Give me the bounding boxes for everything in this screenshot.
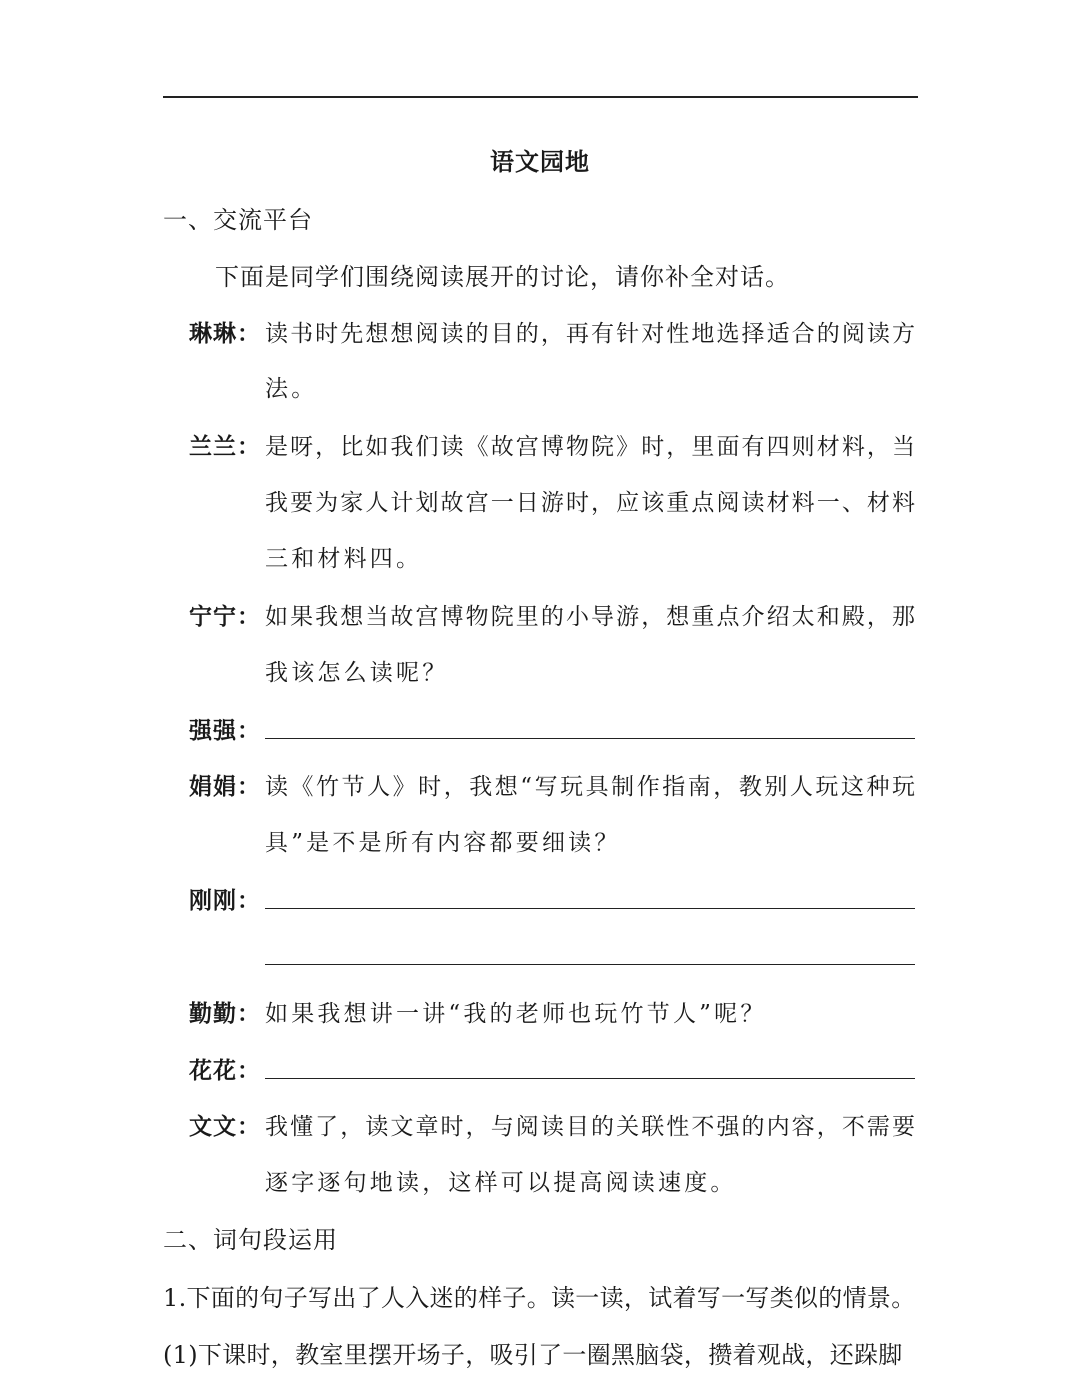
dialog-lanlan-cont2 (0, 540, 1080, 580)
speaker-name: 宁宁： (189, 604, 261, 630)
dialog-text: 具”是不是所有内容都要细读？ (265, 830, 621, 856)
answer-blank-ganggang-1[interactable] (265, 908, 915, 909)
dialog-juanjuan (0, 768, 1080, 808)
answer-blank-ganggang-2[interactable] (265, 964, 915, 965)
speaker-name: 娟娟： (189, 774, 261, 800)
dialog-linlin-cont (0, 370, 1080, 410)
top-rule (163, 96, 918, 98)
dialog-text: 读书时先想想阅读的目的，再有针对性地选择适合的阅读方 (265, 321, 915, 347)
dialog-text: 三和材料四。 (265, 546, 423, 572)
dialog-text: 逐字逐句地读，这样可以提高阅读速度。 (265, 1170, 737, 1196)
question-1: 1.下面的句子写出了人入迷的样子。读一读，试着写一写类似的情景。 (163, 1284, 916, 1312)
dialog-ningning-cont (0, 654, 1080, 694)
dialog-lanlan (0, 428, 1080, 468)
dialog-wenwen-cont (0, 1164, 1080, 1204)
dialog-text: 我该怎么读呢？ (265, 660, 449, 686)
answer-blank-qiangqiang[interactable] (265, 738, 915, 739)
speaker-name: 花花： (189, 1058, 261, 1084)
section-heading-exchange: 一、交流平台 (163, 206, 313, 234)
section-intro: 下面是同学们围绕阅读展开的讨论，请你补全对话。 (215, 263, 790, 291)
speaker-name: 刚刚： (189, 888, 261, 914)
dialog-qiangqiang (0, 712, 1080, 752)
dialog-text: 如果我想当故宫博物院里的小导游，想重点介绍太和殿，那 (265, 604, 915, 630)
dialog-huahua (0, 1052, 1080, 1092)
dialog-text: 我要为家人计划故宫一日游时，应该重点阅读材料一、材料 (265, 490, 915, 516)
dialog-wenwen (0, 1108, 1080, 1148)
dialog-lanlan-cont (0, 484, 1080, 524)
section-heading-usage: 二、词句段运用 (163, 1226, 338, 1254)
speaker-name: 勤勤： (189, 1001, 261, 1027)
dialog-text: 法。 (265, 376, 318, 402)
dialog-linlin (0, 315, 1080, 355)
dialog-text: 我懂了，读文章时，与阅读目的关联性不强的内容，不需要 (265, 1114, 915, 1140)
dialog-ningning (0, 598, 1080, 638)
dialog-text: 读《竹节人》时，我想“写玩具制作指南，教别人玩这种玩 (265, 774, 915, 800)
dialog-ganggang (0, 882, 1080, 922)
speaker-name: 强强： (189, 718, 261, 744)
question-1-item-1: (1)下课时，教室里摆开场子，吸引了一圈黑脑袋，攒着观战，还跺脚 (163, 1341, 903, 1369)
dialog-text: 是呀，比如我们读《故宫博物院》时，里面有四则材料，当 (265, 434, 915, 460)
page-title: 语文园地 (490, 148, 590, 176)
dialog-qinqin (0, 995, 1080, 1035)
speaker-name: 兰兰： (189, 434, 261, 460)
speaker-name: 文文： (189, 1114, 261, 1140)
dialog-text: 如果我想讲一讲“我的老师也玩竹节人”呢？ (265, 1001, 767, 1027)
dialog-juanjuan-cont (0, 824, 1080, 864)
speaker-name: 琳琳： (189, 321, 261, 347)
answer-blank-huahua[interactable] (265, 1078, 915, 1079)
